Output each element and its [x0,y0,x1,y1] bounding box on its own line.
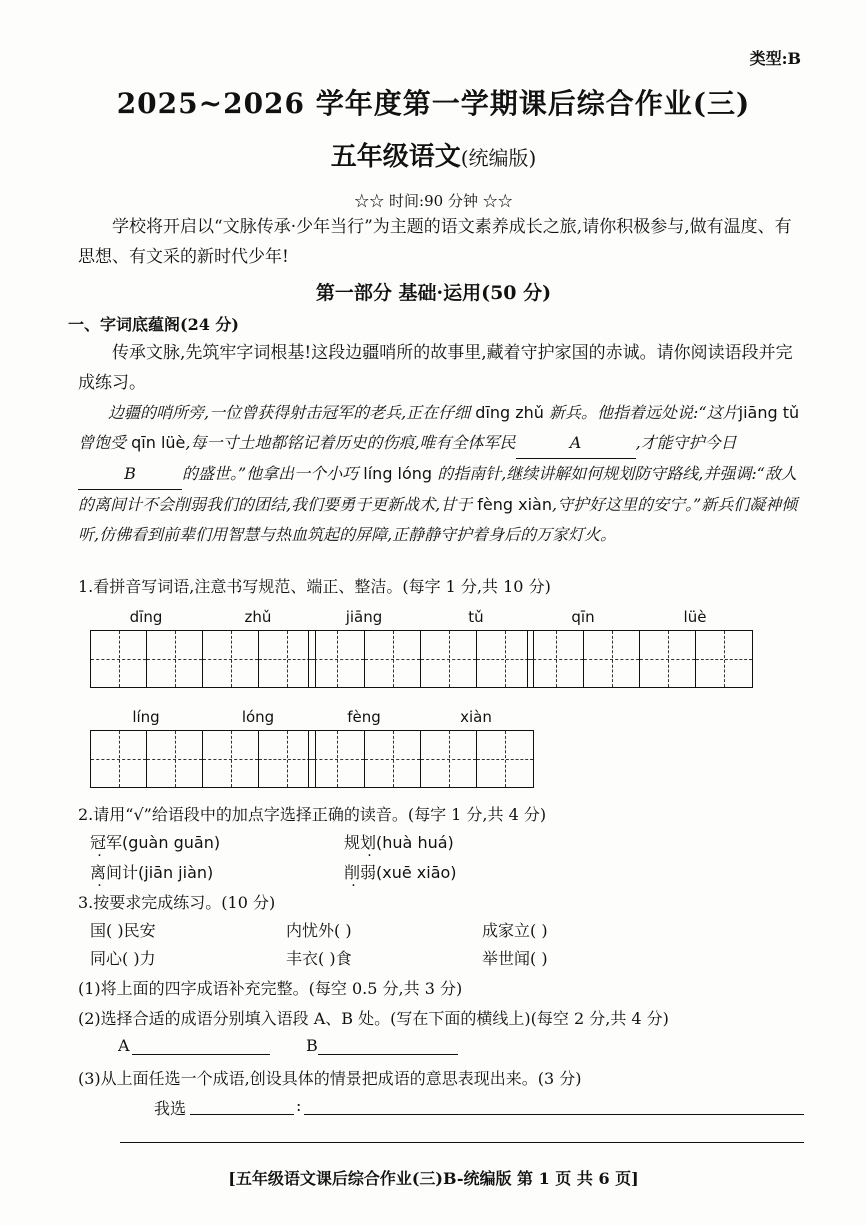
passage-text-8: ,守护好这里的安宁。”新兵们凝神倾听,仿佛看到前辈们用智慧与热血筑起的屏障,正静静守护着身后的万家灯火。 [78,495,798,544]
q2-title: 2.请用“√”给语段中的加点字选择正确的读音。(每字 1 分,共 4 分) [78,805,547,824]
grid-pinyin: líng [132,708,160,726]
writing-grid-3 [527,608,753,688]
writing-cell[interactable] [640,631,696,687]
writing-grid-1 [90,608,316,688]
writing-grid-5 [308,708,534,788]
choose-colon: : [296,1096,302,1115]
passage-text-6: 的盛世。”他拿出一个小巧 [182,464,359,483]
grid-pinyin: tǔ [468,608,484,626]
dotted-char: 划 [360,833,377,852]
page-subtitle [0,136,867,173]
scenario-line-1[interactable] [304,1114,804,1115]
writing-grid-4 [90,708,316,788]
answer-a-line[interactable] [132,1054,270,1055]
pinyin-1: dīng zhǔ [475,403,544,422]
idiom-4[interactable]: 同心( )力 [90,949,156,968]
writing-cell[interactable] [528,631,584,687]
writing-cell[interactable] [477,631,533,687]
writing-cell[interactable] [421,631,477,687]
passage [78,398,803,550]
q3-title: 3.按要求完成练习。(10 分) [78,893,276,912]
writing-cell[interactable] [477,731,533,787]
writing-cell[interactable] [203,631,259,687]
q2-item-3 [90,860,213,883]
writing-cell[interactable] [365,731,421,787]
grid-pinyin: xiàn [460,708,492,726]
dotted-char: 冠 [90,833,107,852]
writing-cell[interactable] [91,731,147,787]
writing-cell[interactable] [91,631,147,687]
idiom-3[interactable]: 成家立( ) [482,921,548,940]
grid-pinyin: fèng [347,708,381,726]
grid-pinyin: jiāng [345,608,383,626]
grid-pinyin: lóng [241,708,275,726]
grid-pinyin: dīng [129,608,163,626]
blank-b[interactable]: B [78,459,182,490]
answer-b-label: B [306,1036,318,1055]
passage-text-2: 新兵。他指着远处说:“这片 [549,403,739,422]
writing-cell[interactable] [696,631,752,687]
passage-text-4: ,每一寸土地都铭记着历史的伤痕,唯有全体军民 [185,433,516,452]
writing-grid-2 [308,608,534,688]
scenario-line-2[interactable] [120,1142,804,1143]
answer-a-label: A [118,1036,130,1055]
pinyin-2: jiāng tǔ [738,403,800,422]
pinyin-4: líng lóng [363,464,433,483]
writing-cell[interactable] [584,631,640,687]
dotted-char: 离 [90,863,107,882]
passage-text-3: 曾饱受 [78,433,127,452]
idiom-2[interactable]: 内忧外( ) [286,921,352,940]
q3-sub2: (2)选择合适的成语分别填入语段 A、B 处。(写在下面的横线上)(每空 2 分,共 4 分) [78,1009,669,1028]
pinyin-5: fèng xiàn [477,495,552,514]
writing-cell[interactable] [203,731,259,787]
passage-text-1: 边疆的哨所旁,一位曾获得射击冠军的老兵,正在仔细 [108,403,471,422]
section1-title: 一、字词底蕴阁(24 分) [68,315,239,334]
passage-text-5: ,才能守护今日 [635,433,737,452]
writing-cell[interactable] [309,731,365,787]
writing-cell[interactable] [259,731,315,787]
pinyin-3: qīn lüè [131,433,186,452]
intro-paragraph: 学校将开启以“文脉传承·少年当行”为主题的语文素养成长之旅,请你积极参与,做有温度、有思想、有文采的新时代少年! [78,217,792,267]
chosen-idiom-line[interactable] [190,1114,294,1115]
choose-label: 我选 [154,1099,187,1118]
grid-pinyin: zhǔ [244,608,272,626]
q3-sub3: (3)从上面任选一个成语,创设具体的情景把成语的意思表现出来。(3 分) [78,1069,582,1088]
plain-char: 规 [344,833,361,852]
subtitle-main: 五年级语文 [330,142,461,172]
reading-options[interactable]: 间计(jiān jiàn) [106,863,214,882]
idiom-6[interactable]: 举世闻( ) [482,949,548,968]
section1-intro: 传承文脉,先筑牢字词根基!这段边疆哨所的故事里,藏着守护家国的赤诚。请你阅读语段并完成练习。 [78,343,793,393]
grid-pinyin: lüè [683,608,707,626]
page-title: 2025~2026 学年度第一学期课后综合作业(三) [116,87,751,120]
writing-cell[interactable] [147,731,203,787]
writing-cell[interactable] [421,731,477,787]
reading-options[interactable]: (huà huá) [376,833,454,852]
q3-sub1: (1)将上面的四字成语补充完整。(每空 0.5 分,共 3 分) [78,979,463,998]
blank-a[interactable]: A [516,428,636,459]
writing-cell[interactable] [365,631,421,687]
writing-cell[interactable] [259,631,315,687]
reading-options[interactable]: 弱(xuē xiāo) [360,863,457,882]
answer-b-line[interactable] [318,1054,458,1055]
reading-options[interactable]: 军(guàn guān) [106,833,221,852]
idiom-5[interactable]: 丰衣( )食 [286,949,352,968]
q2-item-2 [344,830,454,853]
subtitle-edition: (统编版) [460,146,537,170]
grid-pinyin: qīn [571,608,595,626]
passage-text-7: 的指南针,继续讲解如何规划防守路线,并强调:“敌人的离间计不会削弱我们的团结,我们要勇于更新战术,甘于 [78,464,797,514]
q2-item-1 [90,830,220,853]
writing-cell[interactable] [147,631,203,687]
q1-title: 1.看拼音写词语,注意书写规范、端正、整洁。(每字 1 分,共 10 分) [78,577,551,596]
idiom-1[interactable]: 国( )民安 [90,921,156,940]
q2-item-4 [344,860,457,883]
paper-type-tag: 类型:B [749,49,801,68]
writing-cell[interactable] [309,631,365,687]
part1-title: 第一部分 基础·运用(50 分) [315,282,552,304]
dotted-char: 削 [344,863,361,882]
page-footer: [五年级语文课后综合作业(三)B-统编版 第 1 页 共 6 页] [228,1169,639,1188]
time-limit: ☆☆ 时间:90 分钟 ☆☆ [354,192,513,210]
